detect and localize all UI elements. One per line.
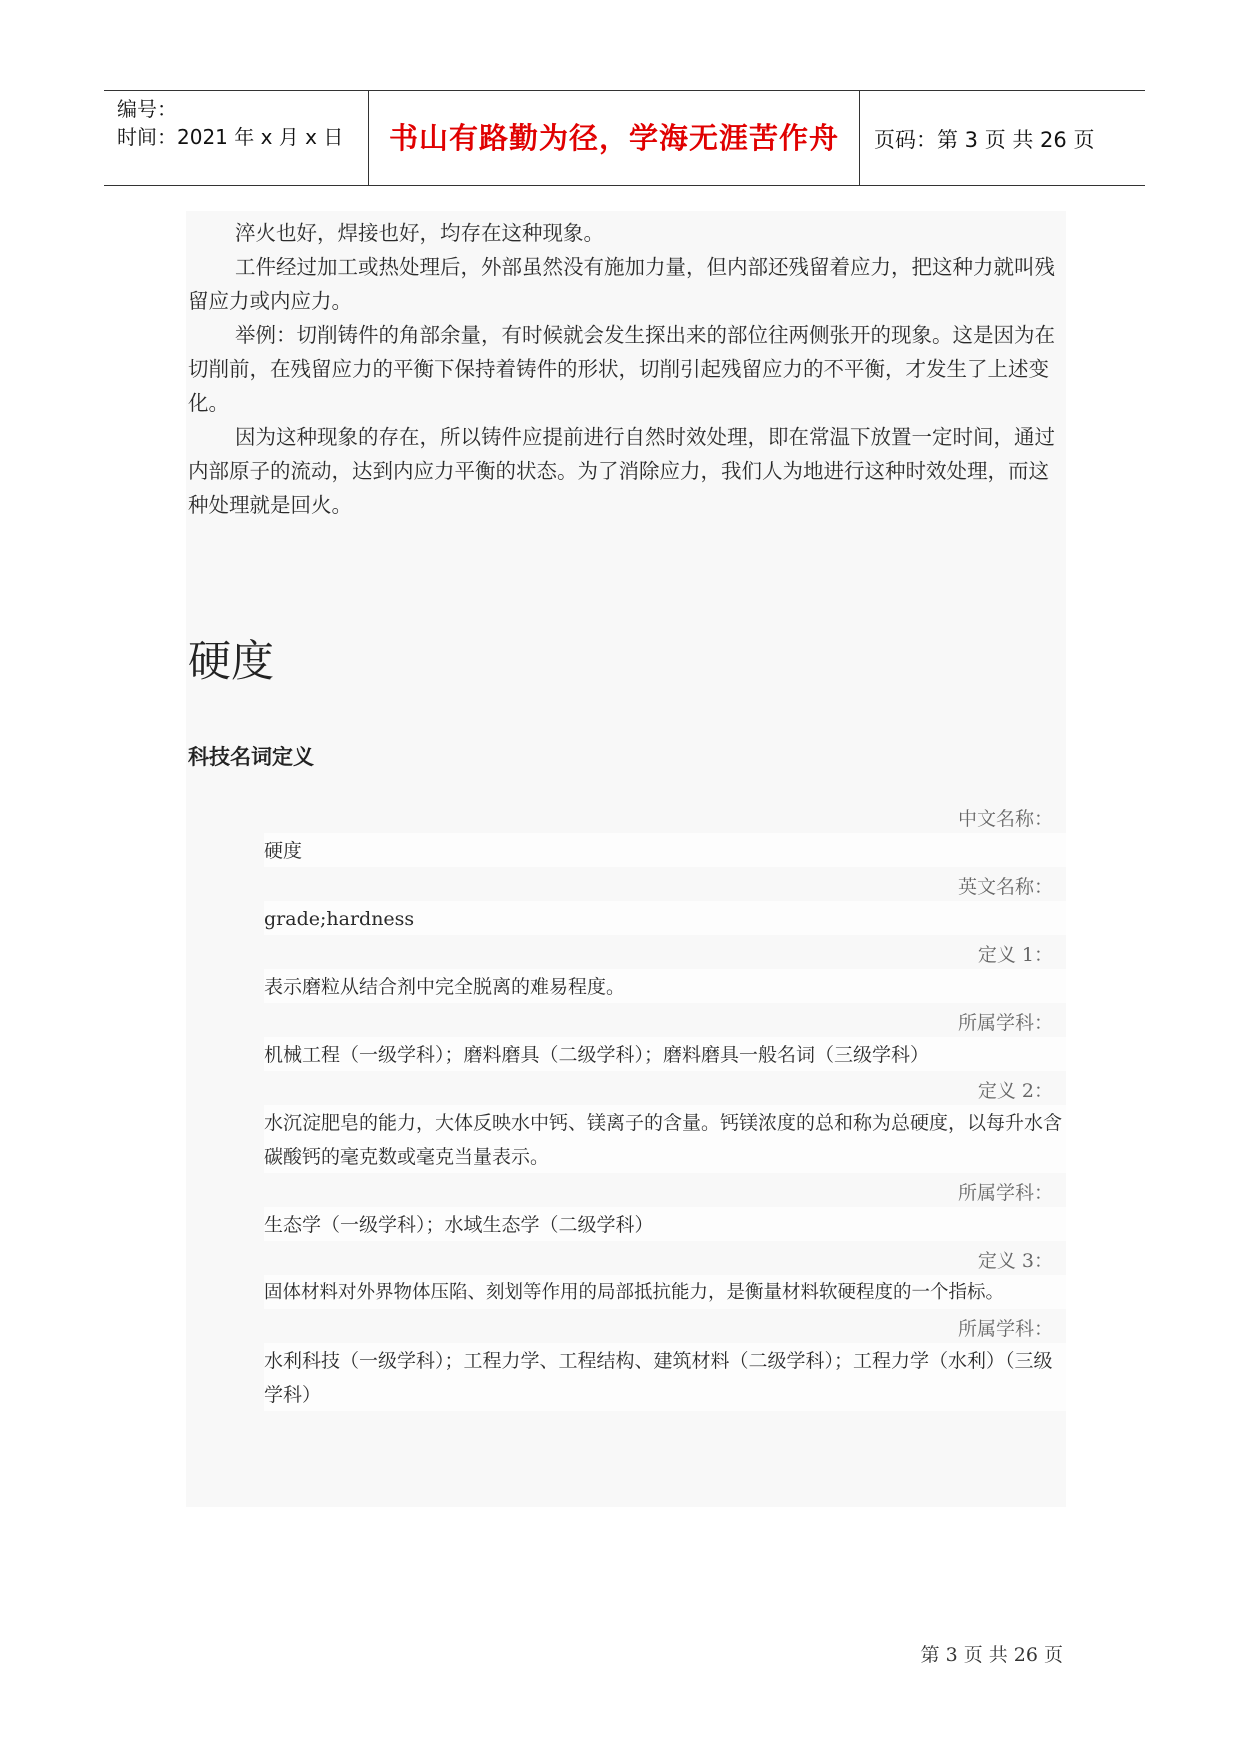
- paragraph-3: 举例：切削铸件的角部余量，有时候就会发生探出来的部位往两侧张开的现象。这是因为在切削前，在残留应力的平衡下保持着铸件的形状，切削引起残留应力的不平衡，才发生了上述变化。: [188, 323, 1055, 415]
- header-page-cell: [860, 91, 1145, 185]
- definition-value: 生态学（一级学科）；水域生态学（二级学科）: [264, 1214, 654, 1236]
- header-page-code: 页码：第 3 页 共 26 页: [874, 128, 1095, 152]
- header-meta-cell: [104, 91, 369, 185]
- definition-value: 水利科技（一级学科）；工程力学、工程结构、建筑材料（二级学科）；工程力学（水利）（三级学科）: [264, 1350, 1053, 1406]
- definition-label: 所属学科：: [957, 1318, 1053, 1340]
- definition-label: 定义 1：: [977, 944, 1053, 966]
- paragraph-4: 因为这种现象的存在，所以铸件应提前进行自然时效处理，即在常温下放置一定时间，通过内部原子的流动，达到内应力平衡的状态。为了消除应力，我们人为地进行这种时效处理，而这种处理就是回火。: [188, 425, 1055, 517]
- document-time-label: 时间：2021 年 x 月 x 日: [117, 125, 344, 149]
- definition-label: 所属学科：: [957, 1182, 1053, 1204]
- paragraph-2: 工件经过加工或热处理后，外部虽然没有施加力量，但内部还残留着应力，把这种力就叫残留应力或内应力。: [188, 255, 1055, 313]
- definition-value: 水沉淀肥皂的能力，大体反映水中钙、镁离子的含量。钙镁浓度的总和称为总硬度，以每升水含碳酸钙的毫克数或毫克当量表示。: [264, 1112, 1063, 1168]
- definition-label: 定义 2：: [977, 1080, 1053, 1102]
- definition-label: 定义 3：: [977, 1250, 1053, 1272]
- header-motto-cell: [369, 91, 860, 185]
- section-title: 硬度: [188, 637, 274, 687]
- paragraph-1: 淬火也好，焊接也好，均存在这种现象。: [235, 221, 604, 245]
- page-footer: 第 3 页 共 26 页: [920, 1644, 1063, 1666]
- page-header: [104, 90, 1145, 186]
- section-subtitle: 科技名词定义: [188, 745, 314, 769]
- definition-value: 固体材料对外界物体压陷、刻划等作用的局部抵抗能力，是衡量材料软硬程度的一个指标。: [264, 1282, 1005, 1303]
- definition-label: 英文名称：: [957, 876, 1053, 898]
- definition-label: 所属学科：: [957, 1012, 1053, 1034]
- header-motto: 书山有路勤为径，学海无涯苦作舟: [388, 121, 839, 155]
- definition-label: 中文名称：: [957, 808, 1053, 830]
- definition-value: 硬度: [264, 840, 303, 862]
- definition-value: 机械工程（一级学科）；磨料磨具（二级学科）；磨料磨具一般名词（三级学科）: [264, 1044, 930, 1066]
- definition-value: 表示磨粒从结合剂中完全脱离的难易程度。: [264, 976, 626, 998]
- document-number-label: 编号：: [117, 97, 177, 121]
- definition-value: grade;hardness: [264, 908, 415, 930]
